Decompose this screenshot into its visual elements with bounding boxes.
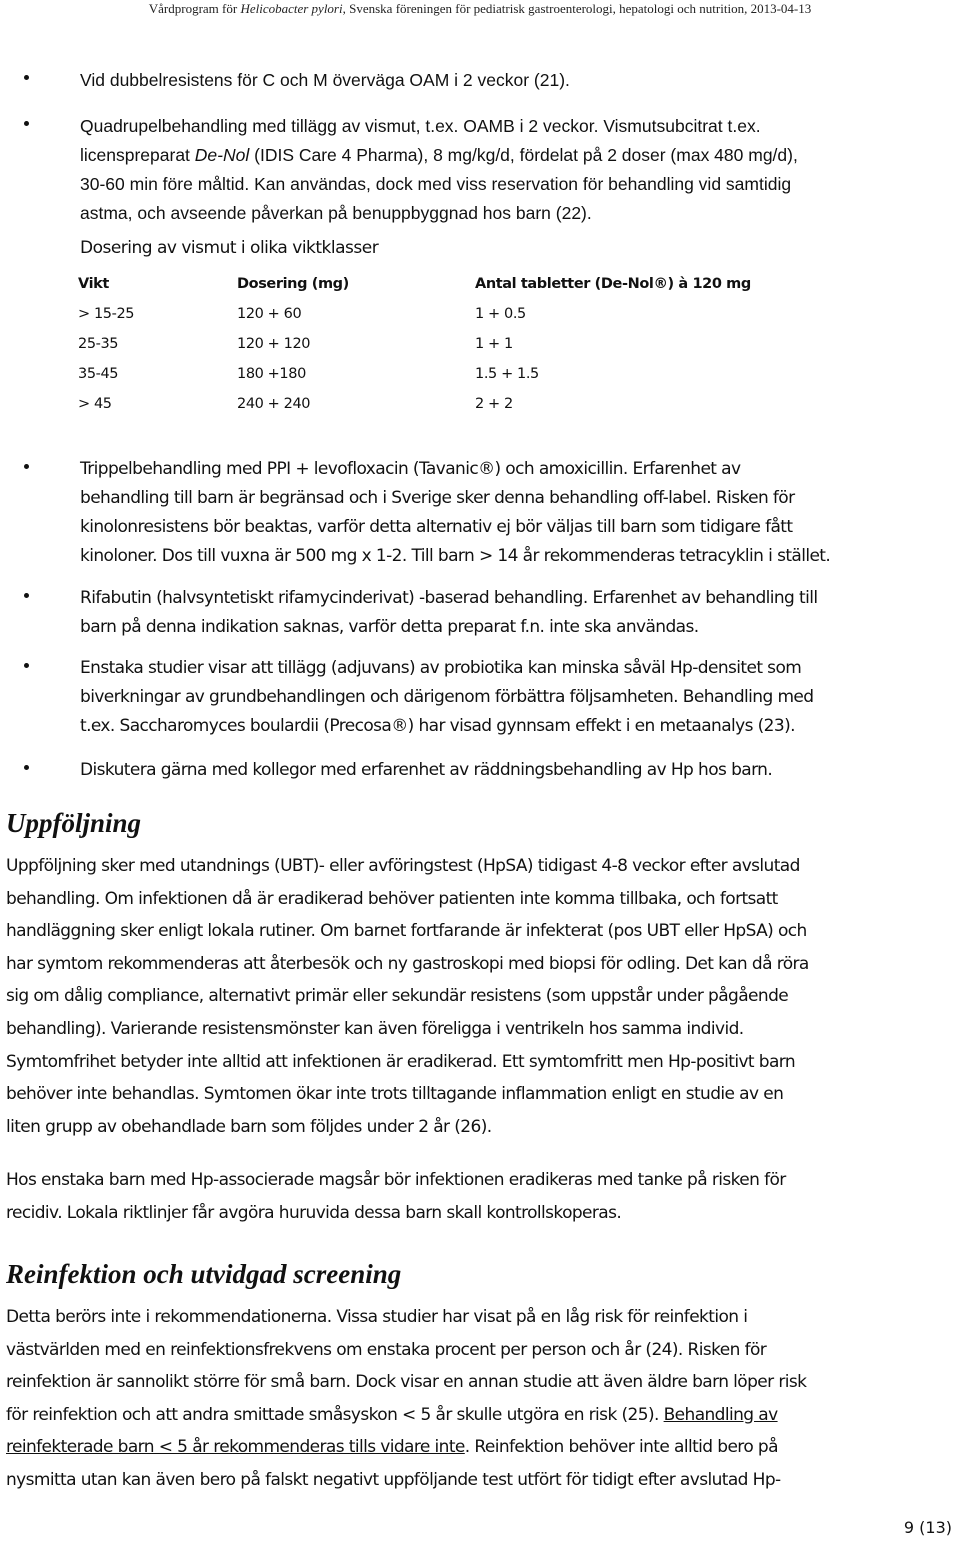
column-header: Vikt — [78, 276, 109, 292]
table-cell: 2 + 2 — [475, 396, 513, 412]
header-text-end: , Svenska föreningen för pediatrisk gastroenterologi, hepatologi och nutrition, 2013-04-13 — [342, 1, 812, 16]
page-header — [0, 0, 960, 18]
page-number: 9 (13) — [903, 1518, 952, 1537]
table-cell: 1 + 0.5 — [475, 306, 526, 322]
bullet-icon — [22, 462, 32, 472]
table-cell: > 15-25 — [78, 306, 135, 322]
paragraph: Hos enstaka barn med Hp-associerade magsår bör infektionen eradikeras med tanke på risken för recidiv. Lokala riktlinjer får avgöra huruvida dessa barn skall kontrollskoperas. — [6, 1170, 786, 1223]
paragraph: Uppföljning sker med utandnings (UBT)- eller avföringstest (HpSA) tidigast 4-8 veckor efter avslutad behandling. Om infektionen då är eradikerad behöver patienten inte komma tillbaka, och fortsatt handläggning sker enligt lokala rutiner. Om barnet fortfarande är infekterat (pos UBT eller HpSA) och har symtom rekommenderas att återbesök och ny gastroskopi med biopsi för odling. Det kan då röra sig om dålig compliance, alternativt primär eller sekundär resistens (som uppstår under pågående behandling). Varierande resistensmönster kan även föreligga i ventrikeln hos samma individ. Symtomfrihet betyder inte alltid att infektionen är eradikerad. Ett symtomfritt men Hp-positivt barn behöver inte behandlas. Symtomen ökar inte trots tilltagande inflammation enligt en studie av en liten grupp av obehandlade barn som följdes under 2 år (26). — [6, 856, 809, 1137]
section-heading: Uppföljning — [6, 808, 142, 838]
table-cell: 1 + 1 — [475, 336, 513, 352]
paragraph: Detta berörs inte i rekommendationerna. Vissa studier har visat på en låg risk för reinfektion i västvärlden med en reinfektionsfrekvens om enstaka procent per person och år (24). Risken för reinfektion är sannolikt större för små barn. Dock visar en annan studie att även äldre barn löper risk för reinfektion och att andra smittade småsyskon < 5 år skulle utgöra en risk (25). Behandling av reinfekterade barn < 5 år rekommenderas tills vidare inte. Reinfektion behöver inte alltid bero på nysmitta utan kan även bero på falskt negativt uppföljande test utfört för tidigt efter avslutad Hp- — [6, 1307, 807, 1490]
header-text: Vårdprogram för — [148, 1, 241, 16]
table-cell: 240 + 240 — [237, 396, 311, 412]
table-cell: 120 + 120 — [237, 336, 311, 352]
section-heading: Reinfektion och utvidgad screening — [6, 1259, 402, 1289]
list-item: Enstaka studier visar att tillägg (adjuvans) av probiotika kan minska såväl Hp-densitet som biverkningar av grundbehandlingen och därigenom förbättra följsamheten. Behandling med t.ex. Saccharomyces boulardii (Precosa®) har visad gynnsam effekt i en metaanalys (23). — [80, 658, 814, 736]
bullet-icon — [22, 591, 32, 601]
dosing-table-title: Dosering av vismut i olika viktklasser — [80, 238, 379, 258]
column-header: Dosering (mg) — [237, 276, 349, 292]
list-item: Rifabutin (halvsyntetiskt rifamycinderivat) -baserad behandling. Erfarenhet av behandling till barn på denna indikation saknas, varför detta preparat f.n. inte ska användas. — [80, 588, 818, 637]
table-cell: 1.5 + 1.5 — [475, 366, 539, 382]
bullet-icon — [22, 661, 32, 671]
column-header: Antal tabletter (De-Nol®) à 120 mg — [475, 276, 751, 292]
table-row — [78, 329, 795, 359]
table-row — [78, 359, 795, 389]
dosing-table — [78, 269, 795, 419]
table-cell: 180 +180 — [237, 366, 306, 382]
bullet-icon — [22, 763, 32, 773]
table-row — [78, 299, 795, 329]
list-item: Vid dubbelresistens för C och M överväga OAM i 2 veckor (21). — [80, 70, 570, 90]
table-cell: > 45 — [78, 396, 112, 412]
bullet-icon — [22, 119, 32, 129]
list-item: Trippelbehandling med PPI + levofloxacin (Tavanic®) och amoxicillin. Erfarenhet av behandling till barn är begränsad och i Sverige sker denna behandling off-label. Risken för kinolonresistens bör beaktas, varför detta alternativ ej bör väljas till barn som tidigare fått kinoloner. Dos till vuxna är 500 mg x 1-2. Till barn > 14 år rekommenderas tetracyklin i stället. — [80, 459, 831, 566]
header-italic-text: Helicobacter pylori — [240, 1, 343, 16]
table-row — [78, 389, 795, 419]
bullet-icon — [22, 73, 32, 83]
list-item: Quadrupelbehandling med tillägg av vismut, t.ex. OAMB i 2 veckor. Vismutsubcitrat t.ex. licenspreparat De-Nol (IDIS Care 4 Pharma), 8 mg/kg/d, fördelat på 2 doser (max 480 mg/d), 30-60 min före måltid. Kan användas, dock med viss reservation för behandling vid samtidig astma, och avseende påverkan på benuppbyggnad hos barn (22). — [80, 116, 798, 223]
list-item: Diskutera gärna med kollegor med erfarenhet av räddningsbehandling av Hp hos barn. — [80, 760, 773, 780]
table-header-row — [78, 269, 795, 299]
table-cell: 35-45 — [78, 366, 119, 382]
table-cell: 120 + 60 — [237, 306, 302, 322]
table-cell: 25-35 — [78, 336, 119, 352]
